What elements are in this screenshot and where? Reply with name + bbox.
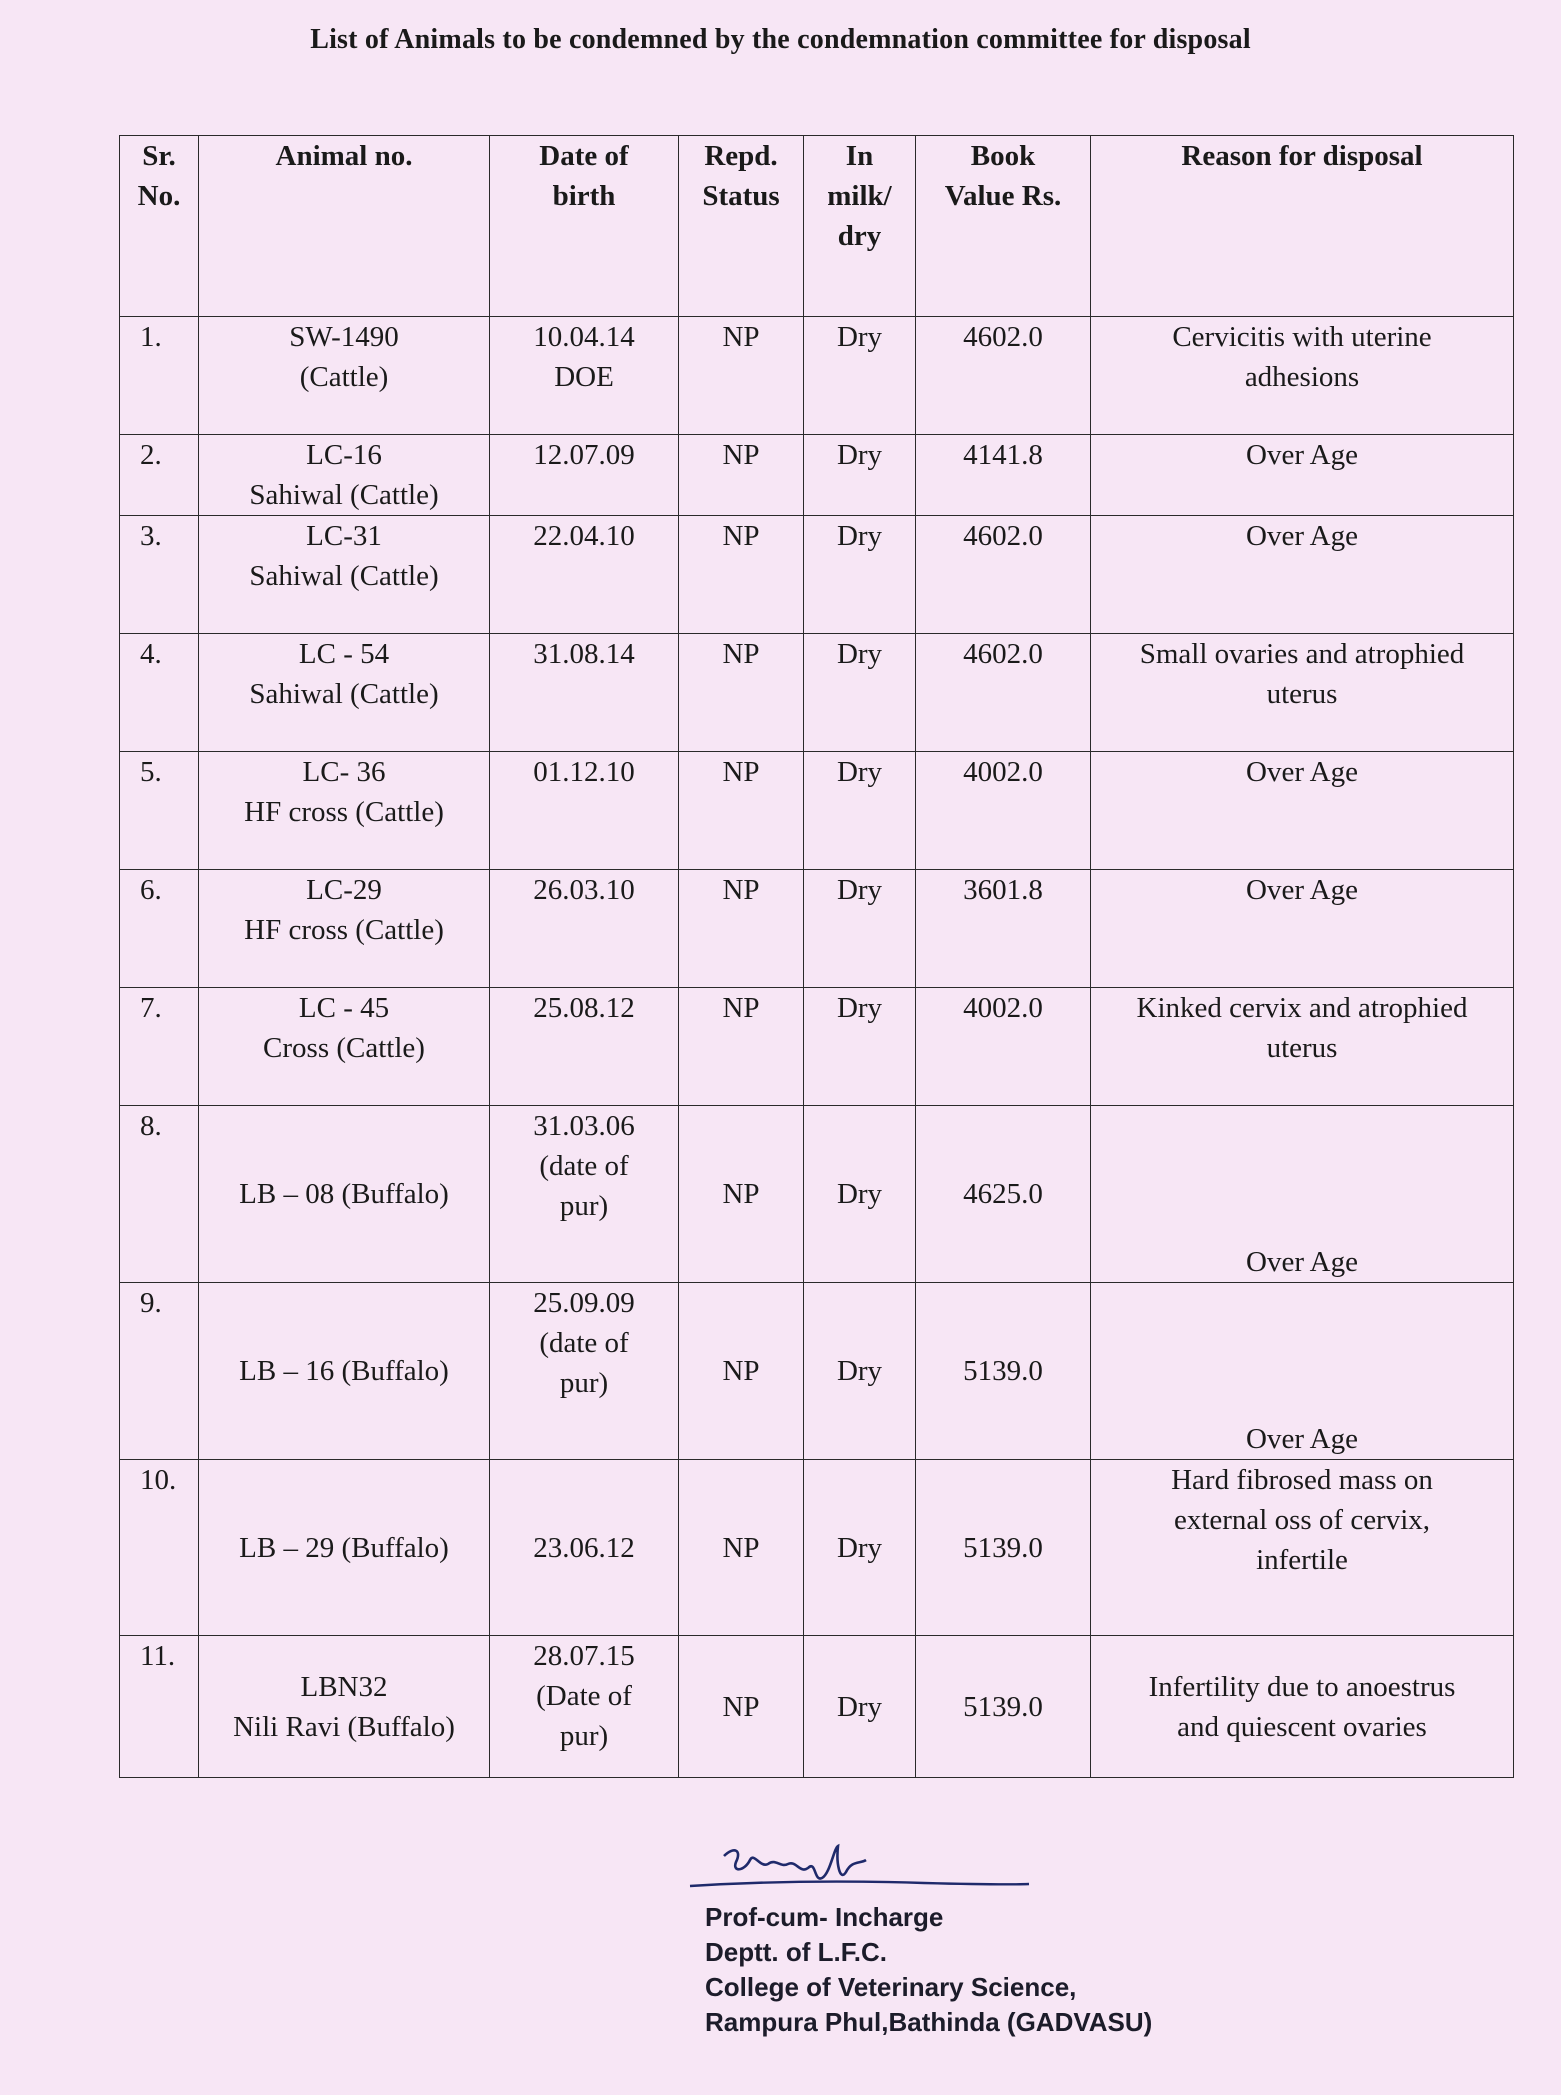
cell-book: 4602.0 [916, 634, 1091, 752]
cell-reason: Over Age [1091, 1283, 1514, 1460]
cell-animal: LC - 54 Sahiwal (Cattle) [199, 634, 490, 752]
cell-milk: Dry [804, 752, 916, 870]
header-in-milk-dry: In milk/ dry [804, 136, 916, 317]
table-row [120, 1283, 1514, 1460]
cell-book: 4625.0 [916, 1106, 1091, 1283]
header-reason-for-disposal: Reason for disposal [1091, 136, 1514, 317]
cell-animal: LC-31 Sahiwal (Cattle) [199, 516, 490, 634]
cell-dob: 10.04.14 DOE [490, 317, 679, 435]
table-row [120, 1636, 1514, 1778]
table-header-row [120, 136, 1514, 317]
cell-animal: SW-1490 (Cattle) [199, 317, 490, 435]
cell-milk: Dry [804, 1106, 916, 1283]
cell-sr: 8. [120, 1106, 199, 1283]
table-row [120, 516, 1514, 634]
cell-sr: 9. [120, 1283, 199, 1460]
cell-dob: 25.08.12 [490, 988, 679, 1106]
cell-book: 4602.0 [916, 516, 1091, 634]
cell-sr: 2. [120, 435, 199, 516]
cell-dob: 28.07.15 (Date of pur) [490, 1636, 679, 1778]
header-date-of-birth: Date of birth [490, 136, 679, 317]
cell-milk: Dry [804, 435, 916, 516]
cell-milk: Dry [804, 317, 916, 435]
cell-dob: 26.03.10 [490, 870, 679, 988]
table-row [120, 1106, 1514, 1283]
cell-dob: 25.09.09 (date of pur) [490, 1283, 679, 1460]
cell-dob: 31.03.06 (date of pur) [490, 1106, 679, 1283]
cell-repd: NP [679, 634, 804, 752]
signature-image [684, 1838, 1044, 1898]
cell-sr: 1. [120, 317, 199, 435]
cell-dob: 01.12.10 [490, 752, 679, 870]
cell-repd: NP [679, 752, 804, 870]
cell-book: 5139.0 [916, 1283, 1091, 1460]
signatory-department: Deptt. of L.F.C. [705, 1937, 887, 1967]
cell-dob: 31.08.14 [490, 634, 679, 752]
header-animal-no: Animal no. [199, 136, 490, 317]
cell-reason: Hard fibrosed mass on external oss of cervix, infertile [1091, 1460, 1514, 1636]
cell-milk: Dry [804, 870, 916, 988]
cell-repd: NP [679, 1106, 804, 1283]
cell-milk: Dry [804, 516, 916, 634]
cell-book: 5139.0 [916, 1460, 1091, 1636]
signatory-location: Rampura Phul,Bathinda (GADVASU) [705, 2007, 1153, 2037]
cell-milk: Dry [804, 988, 916, 1106]
cell-book: 4141.8 [916, 435, 1091, 516]
cell-repd: NP [679, 435, 804, 516]
cell-milk: Dry [804, 1283, 916, 1460]
cell-repd: NP [679, 1636, 804, 1778]
table-row [120, 435, 1514, 516]
table-row [120, 1460, 1514, 1636]
table-row [120, 634, 1514, 752]
cell-reason: Kinked cervix and atrophied uterus [1091, 988, 1514, 1106]
cell-repd: NP [679, 988, 804, 1106]
cell-book: 4602.0 [916, 317, 1091, 435]
cell-milk: Dry [804, 1460, 916, 1636]
cell-reason: Over Age [1091, 1106, 1514, 1283]
table-row [120, 317, 1514, 435]
cell-animal: LC - 45 Cross (Cattle) [199, 988, 490, 1106]
signatory-college: College of Veterinary Science, [705, 1972, 1077, 2002]
cell-book: 4002.0 [916, 752, 1091, 870]
cell-animal: LB – 29 (Buffalo) [199, 1460, 490, 1636]
cell-milk: Dry [804, 1636, 916, 1778]
cell-sr: 5. [120, 752, 199, 870]
table-row [120, 752, 1514, 870]
signatory-designation: Prof-cum- Incharge [705, 1902, 944, 1932]
cell-milk: Dry [804, 634, 916, 752]
cell-sr: 10. [120, 1460, 199, 1636]
cell-dob: 12.07.09 [490, 435, 679, 516]
cell-sr: 6. [120, 870, 199, 988]
cell-reason: Over Age [1091, 435, 1514, 516]
cell-reason: Infertility due to anoestrus and quiescent ovaries [1091, 1636, 1514, 1778]
cell-sr: 7. [120, 988, 199, 1106]
disposal-table [119, 135, 1514, 1778]
cell-repd: NP [679, 317, 804, 435]
cell-book: 5139.0 [916, 1636, 1091, 1778]
cell-reason: Over Age [1091, 752, 1514, 870]
cell-animal: LB – 08 (Buffalo) [199, 1106, 490, 1283]
header-repd-status: Repd. Status [679, 136, 804, 317]
cell-animal: LC-16 Sahiwal (Cattle) [199, 435, 490, 516]
cell-repd: NP [679, 1283, 804, 1460]
cell-animal: LC- 36 HF cross (Cattle) [199, 752, 490, 870]
table-row [120, 988, 1514, 1106]
table-body [120, 317, 1514, 1778]
cell-sr: 3. [120, 516, 199, 634]
document-title: List of Animals to be condemned by the condemnation committee for disposal [310, 24, 1251, 55]
cell-animal: LC-29 HF cross (Cattle) [199, 870, 490, 988]
cell-reason: Over Age [1091, 870, 1514, 988]
cell-dob: 22.04.10 [490, 516, 679, 634]
cell-reason: Over Age [1091, 516, 1514, 634]
cell-repd: NP [679, 1460, 804, 1636]
cell-reason: Cervicitis with uterine adhesions [1091, 317, 1514, 435]
cell-dob: 23.06.12 [490, 1460, 679, 1636]
signatory-block [705, 1900, 1152, 2040]
cell-repd: NP [679, 870, 804, 988]
header-sr-no: Sr. No. [120, 136, 199, 317]
cell-animal: LBN32 Nili Ravi (Buffalo) [199, 1636, 490, 1778]
cell-sr: 11. [120, 1636, 199, 1778]
cell-book: 4002.0 [916, 988, 1091, 1106]
cell-book: 3601.8 [916, 870, 1091, 988]
cell-repd: NP [679, 516, 804, 634]
cell-sr: 4. [120, 634, 199, 752]
table-row [120, 870, 1514, 988]
cell-animal: LB – 16 (Buffalo) [199, 1283, 490, 1460]
cell-reason: Small ovaries and atrophied uterus [1091, 634, 1514, 752]
header-book-value: Book Value Rs. [916, 136, 1091, 317]
